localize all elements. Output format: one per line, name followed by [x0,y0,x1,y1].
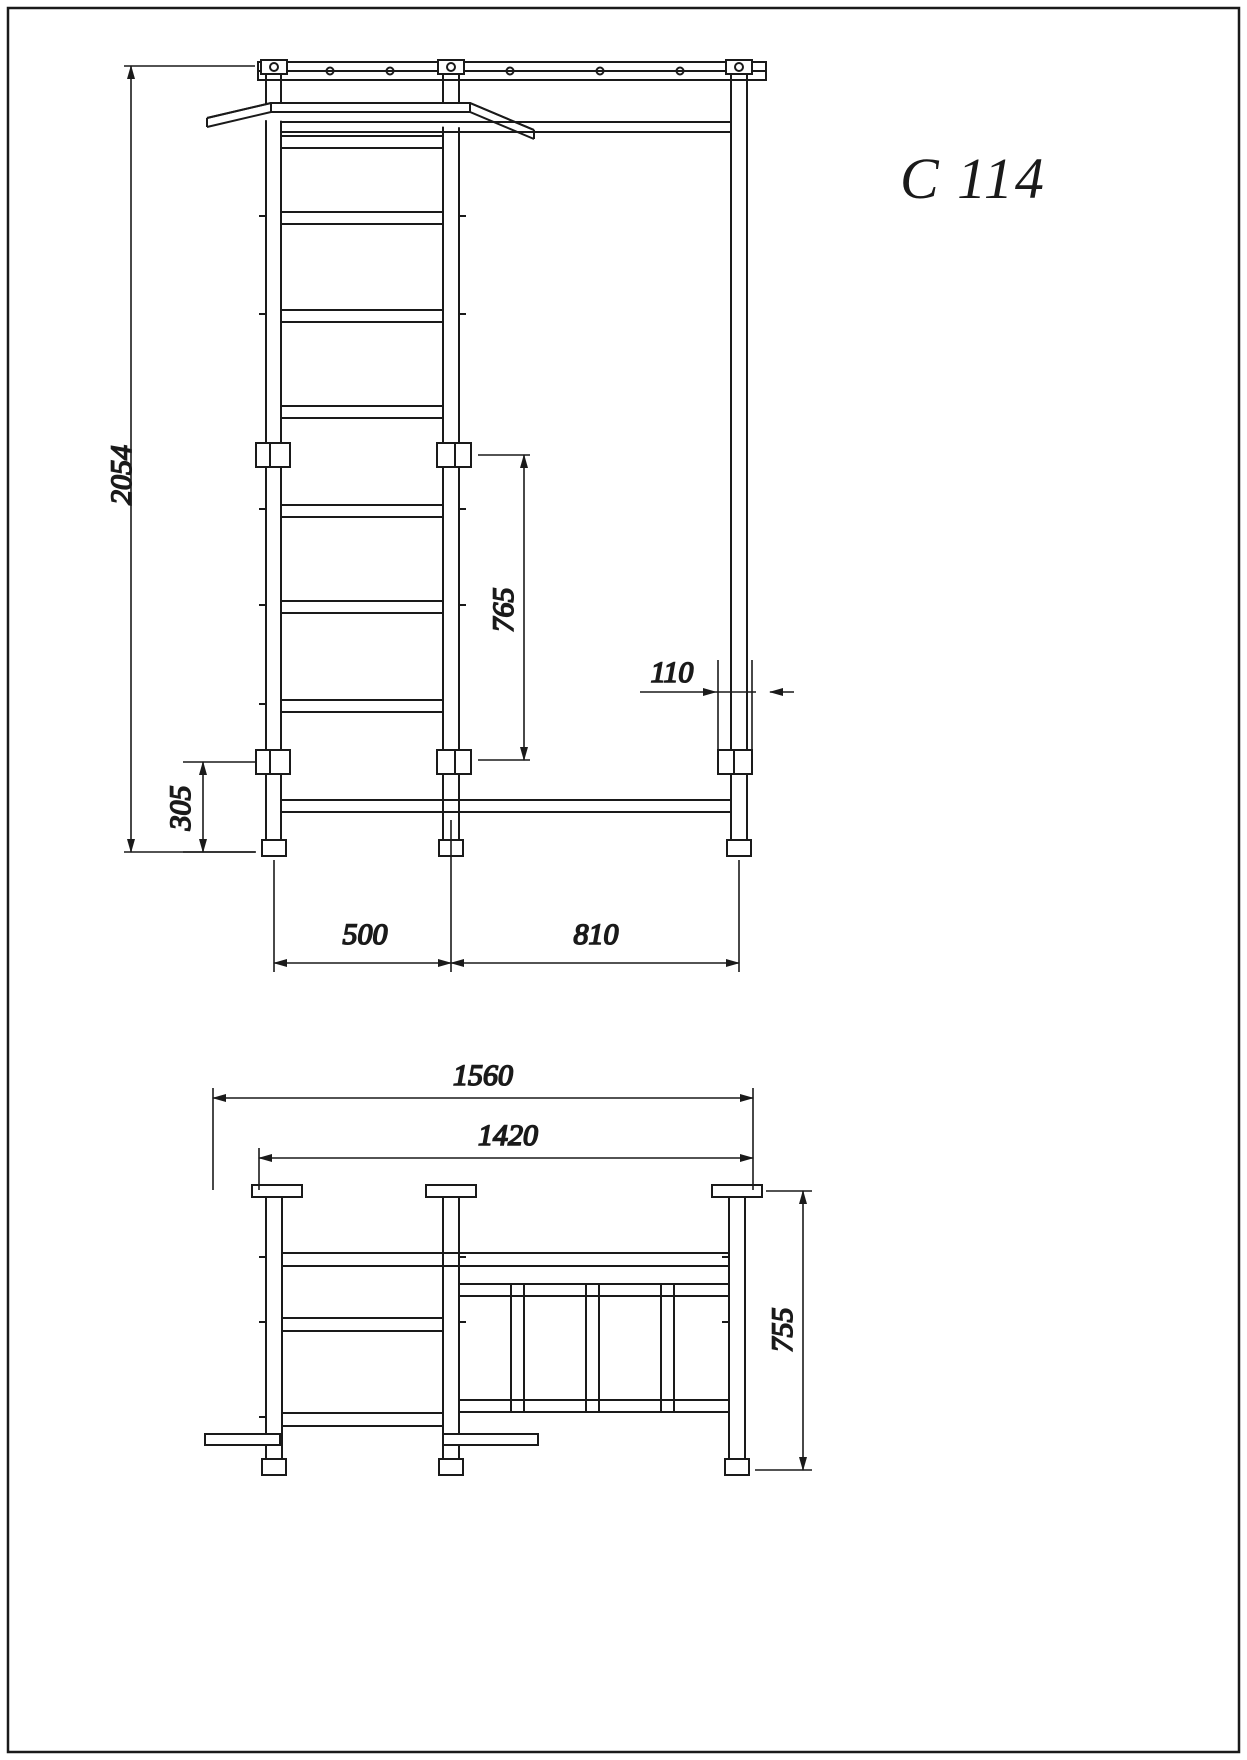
plan-pegs [259,1257,729,1417]
dim-1420: 1420 [478,1119,538,1152]
top-view [205,1185,762,1475]
front-view [207,60,766,856]
wall-brackets-upper [256,443,471,467]
right-post [727,62,751,856]
dim-305: 305 [164,785,197,831]
plan-dip-handles [205,1434,538,1445]
drawing-title: C 114 [900,146,1046,211]
plan-left-rungs [282,1318,443,1426]
sheet-border [8,8,1239,1752]
dim-1560: 1560 [453,1059,513,1092]
drawing-title-block [900,146,1046,211]
wall-brackets-lower [256,750,752,774]
ladder-rungs [259,136,466,712]
dim-2054: 2054 [105,445,138,505]
top-beam [258,62,766,80]
dim-110: 110 [650,656,694,689]
front-view-dimensions [105,66,794,972]
plan-upper-rail [282,1253,729,1266]
plan-monkey-bars [459,1284,729,1412]
dim-755: 755 [766,1307,799,1353]
dim-810: 810 [573,918,619,951]
dim-500: 500 [342,918,388,951]
wall-plates [252,1185,762,1197]
bottom-rail [281,800,731,812]
dim-765: 765 [487,587,520,633]
